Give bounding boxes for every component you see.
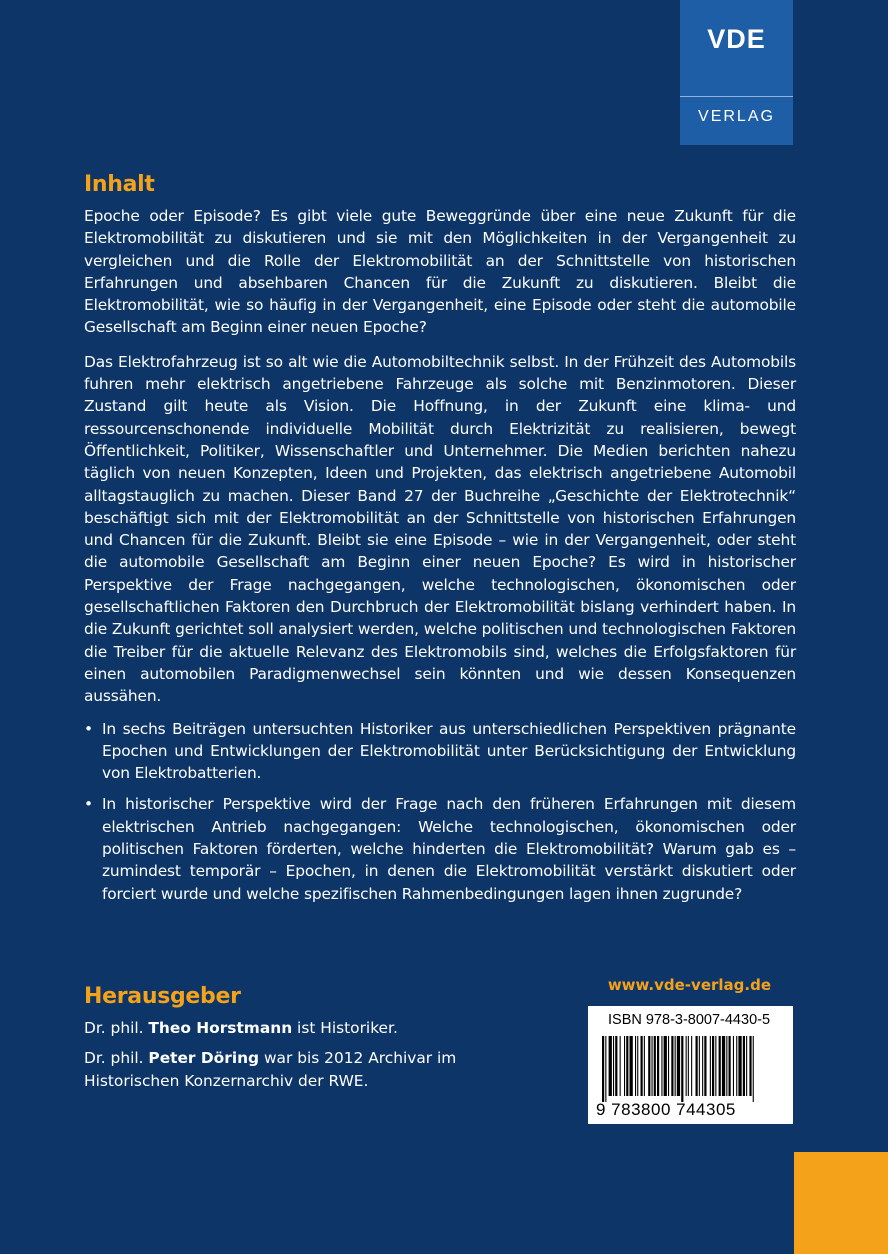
barcode-bar — [630, 1036, 633, 1096]
barcode-bar — [696, 1036, 698, 1096]
barcode-bar — [654, 1036, 656, 1096]
barcode-bar — [726, 1036, 727, 1096]
barcode-bar — [635, 1036, 636, 1096]
barcode-bar — [746, 1036, 747, 1096]
bullet-item — [84, 793, 796, 904]
editor-title: Dr. phil. — [84, 1049, 149, 1068]
editors-heading: Herausgeber — [84, 984, 241, 1009]
barcode-bar — [686, 1036, 687, 1096]
logo-divider — [680, 96, 793, 97]
barcode-bar — [671, 1036, 673, 1096]
barcode-bar — [736, 1036, 737, 1096]
barcode-bar — [712, 1036, 714, 1096]
isbn-label: ISBN 978-3-8007-4430-5 — [608, 1012, 771, 1028]
bullet-text: In sechs Beiträgen untersuchten Historiker aus unterschiedlichen Perspektiven prägnante Epochen und Entwicklungen der Elektromobilität unter Berücksichtigung der Entwicklung von Elektrobatterien. — [102, 719, 796, 783]
barcode-bar — [605, 1036, 606, 1102]
barcode-bar — [637, 1036, 638, 1096]
barcode-bar — [699, 1036, 700, 1096]
barcode-bar — [729, 1036, 731, 1096]
barcode-bar — [657, 1036, 659, 1096]
barcode-bar — [664, 1036, 667, 1096]
bullet-list — [84, 718, 796, 905]
barcode-bar — [749, 1036, 751, 1096]
contents-section — [84, 172, 796, 914]
editor-title: Dr. phil. — [84, 1019, 149, 1037]
barcode-bar — [691, 1036, 692, 1096]
editors-section — [84, 984, 504, 1100]
barcode-bar — [704, 1036, 706, 1096]
editor-name: Peter Döring — [148, 1049, 260, 1068]
barcode-bar — [753, 1036, 754, 1102]
barcode-bar — [702, 1036, 703, 1096]
contents-heading: Inhalt — [84, 172, 155, 197]
barcode-bar — [743, 1036, 745, 1096]
barcode-bar — [738, 1036, 741, 1096]
barcode-bar — [620, 1036, 621, 1096]
bullet-item — [84, 718, 796, 785]
intro-paragraph: Epoche oder Episode? Es gibt viele gute Beweggründe über eine neue Zukunft für die Elektromobilität zu diskutieren und sie mit den Möglichkeiten in der Vergangenheit zu vergleichen und die Rolle der Elektromobilität an der Schnittstelle von historischen Erfahrungen und absehbaren Chancen für die Zukunft zu diskutieren. Bleibt die Elektromobilität, wie so häufig in der Vergangenheit, eine Episode oder steht die automobile Gesellschaft am Beginn einer neuen Epoche? — [84, 207, 796, 337]
barcode-bar — [652, 1036, 653, 1096]
website-link[interactable]: www.vde-verlag.de — [607, 976, 771, 994]
barcode-bar — [648, 1036, 650, 1096]
editor-description: ist Historiker. — [292, 1019, 398, 1037]
barcode-bar — [675, 1036, 676, 1096]
barcode-bar — [626, 1036, 628, 1096]
logo-brand: VDE — [707, 24, 766, 54]
barcode-bar — [644, 1036, 645, 1096]
editor-entry — [84, 1017, 504, 1039]
vde-verlag-logo — [680, 0, 793, 145]
barcode-bar — [733, 1036, 734, 1096]
barcode-bar — [681, 1036, 683, 1102]
logo-subtitle: VERLAG — [698, 108, 775, 125]
editor-entry — [84, 1047, 504, 1092]
barcode-bar — [722, 1036, 725, 1096]
barcode-digits: 9 783800 744305 — [596, 1100, 736, 1119]
barcode-bar — [719, 1036, 721, 1096]
bullet-dot-icon: • — [84, 719, 93, 738]
barcode-bar — [688, 1036, 689, 1096]
barcode-bar — [677, 1036, 680, 1096]
barcode-bar — [624, 1036, 625, 1096]
editor-name: Theo Horstmann — [148, 1019, 293, 1037]
barcode-bar — [661, 1036, 662, 1096]
barcode-bar — [715, 1036, 716, 1096]
barcode-bar — [668, 1036, 669, 1096]
editor-description: war bis 2012 Archivar im Historischen Konzernarchiv der RWE. — [84, 1049, 457, 1090]
bullet-text: In historischer Perspektive wird der Frage nach den früheren Erfahrungen mit diesem elektrischen Antrieb nachgegangen: Welche technologischen, ökonomischen oder politischen Faktoren förderten, welche hinderten die Elektromobilität? Warum gab es – zumindest temporär – Epochen, in denen die Elektromobilität verstärkt diskutiert oder forciert wurde und welche spezifischen Rahmenbedingungen lagen ihnen zugrunde? — [102, 795, 796, 903]
isbn-barcode — [588, 1006, 793, 1124]
barcode-bar — [615, 1036, 617, 1096]
barcode-bar — [641, 1036, 643, 1096]
bullet-dot-icon: • — [84, 795, 93, 814]
accent-block — [794, 1152, 888, 1254]
barcode-bar — [710, 1036, 711, 1096]
barcode-bar — [602, 1036, 604, 1102]
barcode-bar — [609, 1036, 612, 1096]
barcode-bar — [613, 1036, 614, 1096]
body-paragraph: Das Elektrofahrzeug ist so alt wie die Automobiltechnik selbst. In der Frühzeit des Automobils fuhren mehr elektrisch angetriebene Fahrzeuge als solche mit Benzinmotoren. Dieser Zustand gilt heute als Vision. Die Hoffnung, in der Zukunft eine klima- und ressourcenschonende individuelle Mobilität durch Elektrizität zu realisieren, bewegt Öffentlichkeit, Politiker, Wissenschaftler und Unternehmer. Die Medien berichten nahezu täglich von neuen Konzepten, Ideen und Projekten, das elektrisch angetriebene Automobil alltagstauglich zu machen. Dieser Band 27 der Buchreihe „Geschichte der Elektrotechnik“ beschäftigt sich mit der Elektromobilität an der Schnittstelle von historischen Erfahrungen und Chancen für die Zukunft. Bleibt sie eine Episode – wie in der Vergangenheit, oder steht die automobile Gesellschaft am Beginn einer neuen Epoche? Es wird in historischer Perspektive der Frage nachgegangen, welche technologischen, ökonomischen oder gesellschaftlichen Faktoren den Durchbruch der Elektromobilität bislang verhindert haben. In die Zukunft gerichtet soll analysiert werden, welche politischen und technologischen Faktoren die Treiber für die aktuelle Relevanz des Elektromobils sind, welches die Erfolgsfaktoren für einen automobilen Paradigmenwechsel sein könnten und wie dessen Konsequenzen aussähen. — [84, 352, 796, 706]
